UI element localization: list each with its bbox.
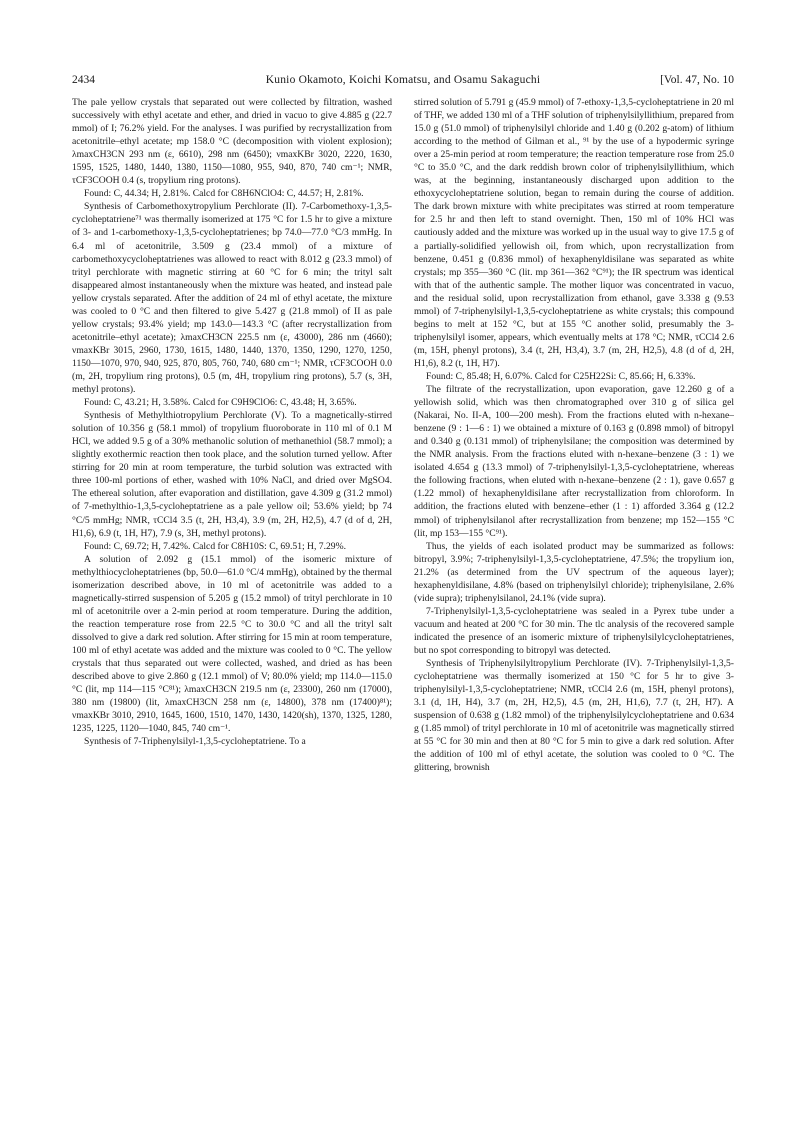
paragraph: Synthesis of Triphenylsilyltropylium Perchlorate (IV). 7-Triphenylsilyl-1,3,5-cycloheptatriene was thermally isomerized at 150 °C for 5 hr to give 3-triphenylsilyl-1,3,5-cycloheptatriene; NMR, τCCl4 2.6 (m, 15H, phenyl protons), 3.1 (d, 1H, H4), 3.7 (m, 2H, H2,5), 4.5 (m, 2H, H1,6), 7.7 (t, 2H, H7). A suspension of 0.638 g (1.82 mmol) of the triphenylsilylcycloheptatriene and 0.634 g (1.85 mmol) of trityl perchlorate in 10 ml of acetonitrile was magnetically stirred at 55 °C for 30 min and then at 80 °C for 5 min to give a dark red solution. After the addition of 100 ml of ethyl acetate, the solution was cooled to 0 °C. The glittering, brownish [414,658,734,774]
paragraph: Synthesis of Carbomethoxytropylium Perchlorate (II). 7-Carbomethoxy-1,3,5-cycloheptatriene⁷¹ was thermally isomerized at 175 °C for 1.5 hr to give a mixture of 3- and 1-carbomethoxy-1,3,5-cycloheptatrienes; bp 74.0—77.0 °C/3 mmHg. In 6.4 ml of acetonitrile, 3.509 g (23.4 mmol) of a mixture of carbomethoxycycloheptatrienes was allowed to react with 8.012 g (23.3 mmol) of trityl perchlorate with magnetic stirring at 60 °C for 6 min; the trityl salt disappeared almost instantaneously when the mixture was heated, and instead pale yellow crystals separated. After the addition of 24 ml of ethyl acetate, the mixture was cooled to 0 °C and then filtered to give 5.427 g (21.8 mmol) of II as pale yellow crystals; 93.4% yield; mp 143.0—143.3 °C (after recrystallization from acetonitrile–ethyl acetate); λmaxCH3CN 225.5 nm (ε, 43000), 286 nm (4660); νmaxKBr 3015, 2960, 1730, 1615, 1480, 1440, 1370, 1350, 1290, 1270, 1250, 1150—1070, 970, 940, 925, 870, 805, 760, 740, 680 cm⁻¹; NMR, τCF3COOH 0.0 (m, 2H, tropylium ring protons), 0.5 (m, 4H, tropylium ring protons), 5.7 (s, 3H, methyl protons). [72,201,392,396]
paragraph: Found: C, 44.34; H, 2.81%. Calcd for C8H6NClO4: C, 44.57; H, 2.81%. [84,188,364,200]
paragraph: Synthesis of 7-Triphenylsilyl-1,3,5-cycloheptatriene. To a [84,736,306,748]
page-number: 2434 [72,74,95,86]
paragraph: Synthesis of Methylthiotropylium Perchlorate (V). To a magnetically-stirred solution of 10.356 g (58.1 mmol) of tropylium fluoroborate in 110 ml of 0.1 M HCl, we added 9.5 g of a 30% methanolic solution of methanethiol (58.7 mmol); a slightly exothermic reaction then took place, and the solution turned yellow. After stirring for 20 min at room temperature, the turbid solution was extracted with three 100-ml portions of ether, washed with 10% NaCl, and dried over MgSO4. The ethereal solution, after evaporation and distillation, gave 4.309 g (31.2 mmol) of 7-methylthio-1,3,5-cycloheptatriene as a pale yellow oil; 53.6% yield; bp 74 °C/5 mmHg; NMR, τCCl4 3.5 (t, 2H, H3,4), 3.9 (m, 2H, H2,5), 4.7 (d of d, 2H, H1,6), 6.9 (t, 1H, H7), 7.9 (s, 3H, methyl protons). [72,410,392,539]
right-column [414,96,734,1086]
paragraph: 7-Triphenylsilyl-1,3,5-cycloheptatriene was sealed in a Pyrex tube under a vacuum and heated at 200 °C for 30 min. The tlc analysis of the recovered sample indicated the presence of an isomeric mixture of triphenylsilylcycloheptatrienes, but no spot corresponding to bitropyl was detected. [414,605,734,656]
running-authors: Kunio Okamoto, Koichi Komatsu, and Osamu Sakaguchi [265,74,541,86]
running-header [72,72,734,88]
paragraph: A solution of 2.092 g (15.1 mmol) of the isomeric mixture of methylthiocycloheptatrienes (bp, 50.0—61.0 °C/4 mmHg), obtained by the thermal isomerization described above, in 10 ml of acetonitrile was added to a magnetically-stirred suspension of 5.205 g (15.2 mmol) of trityl perchlorate in 10 ml of acetonitrile over a 2-min period at room temperature. During the addition, the reaction temperature rose from 22.5 °C to 30.0 °C and all the trityl salt dissolved to give a dark red solution. After stirring for 15 min at room temperature, 100 ml of ethyl acetate was added and the mixture was cooled to 0 °C. The yellow crystals that thus separated out were collected, washed, and dried as has been described above to give 2.860 g (12.1 mmol) of V; 80.0% yield; mp 114.0—115.0 °C (lit, mp 114—115 °C⁸¹); λmaxCH3CN 219.5 nm (ε, 23300), 260 nm (17000), 380 nm (19800) (lit, λmaxCH3CN 258 nm (ε, 14800), 378 nm (17400)⁸¹); νmaxKBr 3010, 2910, 1645, 1600, 1510, 1470, 1430, 1420(sh), 1370, 1325, 1280, 1235, 1225, 1120—1040, 845, 740 cm⁻¹. [72,553,392,735]
paragraph: Found: C, 69.72; H, 7.42%. Calcd for C8H10S: C, 69.51; H, 7.29%. [84,540,346,552]
paragraph: Thus, the yields of each isolated product may be summarized as follows: bitropyl, 3.9%; 7-triphenylsilyl-1,3,5-cycloheptatriene, 47.5%; the tropylium ion, 21.2% (as determined from the UV spectrum of the aqueous layer); hexaphenyldisilane, 4.8% (based on triphenylsilyl chloride); triphenylsilane, 2.6% (vide supra); triphenylsilanol, 24.1% (vide supra). [414,540,734,604]
volume-info: [Vol. 47, No. 10 [660,74,734,86]
paragraph: stirred solution of 5.791 g (45.9 mmol) of 7-ethoxy-1,3,5-cycloheptatriene in 20 ml of THF, we added 130 ml of a THF solution of triphenylsilyllithium, prepared from 15.0 g (51.0 mmol) of triphenylsilyl chloride and 1.40 g (0.202 g-atom) of lithium according to the method of Gilman et al., ⁹¹ by the use of a hypodermic syringe over a 25-min period at room temperature; the reaction temperature rose from 25.0 °C to 35.0 °C, and the dark reddish brown color of triphenylsilyllithium, which was, at the beginning, instantaneously discharged upon addition to the ethoxycycloheptatriene solution, began to remain during the course of addition. The dark brown mixture with white precipitates was stirred at room temperature for 2.5 hr and then left to stand overnight. Then, 150 ml of 10% HCl was cautiously added and the mixture was worked up in the usual way to give 17.5 g of a partially-solidified yellowish oil, from which, upon recrystallization from benzene, 0.451 g (0.836 mmol) of hexaphenyldisilane was separated as white crystals; mp 355—360 °C (lit. mp 361—362 °C⁹¹); the IR spectrum was identical with that of the authentic sample. The mother liquor was concentrated in vacuo, and the residual solid, upon recrystallization from ethanol, gave 3.338 g (9.53 mmol) of 7-triphenylsilyl-1,3,5-cycloheptatriene as white crystals; this compound begins to melt at 152 °C, but at 155 °C another solid, presumably the 3-triphenylsilyl isomer, appears, which eventually melts at 178 °C; NMR, τCCl4 2.6 (m, 15H, phenyl protons), 3.4 (t, 2H, H3,4), 3.7 (m, 2H, H2,5), 4.8 (d of d, 2H, H1,6), 8.2 (t, 1H, H7). [414,97,734,369]
paragraph: The filtrate of the recrystallization, upon evaporation, gave 12.260 g of a yellowish solid, which was then chromatographed over 310 g of silica gel (Nakarai, No. II-A, 100—200 mesh). From the fractions eluted with n-hexane–benzene (9 : 1—6 : 1) we obtained a mixture of 0.163 g (0.898 mmol) of bitropyl and 0.340 g (0.131 mmol) of triphenylsilane; the composition was determined by the NMR analysis. From the fractions eluted with n-hexane–benzene (3 : 1) we isolated 4.654 g (13.3 mmol) of 7-triphenylsilyl-1,3,5-cycloheptatriene, whereas the following fractions, when eluted with n-hexane–benzene (2 : 1), gave 0.657 g (1.22 mmol) of hexaphenyldisilane after recrystallization from chloroform. In addition, the fractions eluted with benzene–ether (1 : 1) afforded 3.364 g (12.2 mmol) of triphenylsilanol after recrystallization from benzene; mp 152—155 °C (lit, mp 153—155 °C⁹¹). [414,384,734,539]
paragraph: The pale yellow crystals that separated out were collected by filtration, washed successively with ethyl acetate and ether, and dried in vacuo to give 4.885 g (22.7 mmol) of I; 76.2% yield. For the analyses. I was purified by recrystallization from acetonitrile–ethyl acetate; mp 158.0 °C (decomposition with violent explosion); λmaxCH3CN 293 nm (ε, 6610), 298 nm (6450); νmaxKBr 3020, 2220, 1630, 1595, 1525, 1480, 1440, 1380, 1150—1080, 955, 940, 870, 740 cm⁻¹; NMR, τCF3COOH 0.4 (s, tropylium ring protons). [72,97,392,187]
left-column [72,96,392,1086]
paragraph: Found: C, 43.21; H, 3.58%. Calcd for C9H9ClO6: C, 43.48; H, 3.65%. [84,397,357,409]
paragraph: Found: C, 85.48; H, 6.07%. Calcd for C25H22Si: C, 85.66; H, 6.33%. [426,370,696,382]
